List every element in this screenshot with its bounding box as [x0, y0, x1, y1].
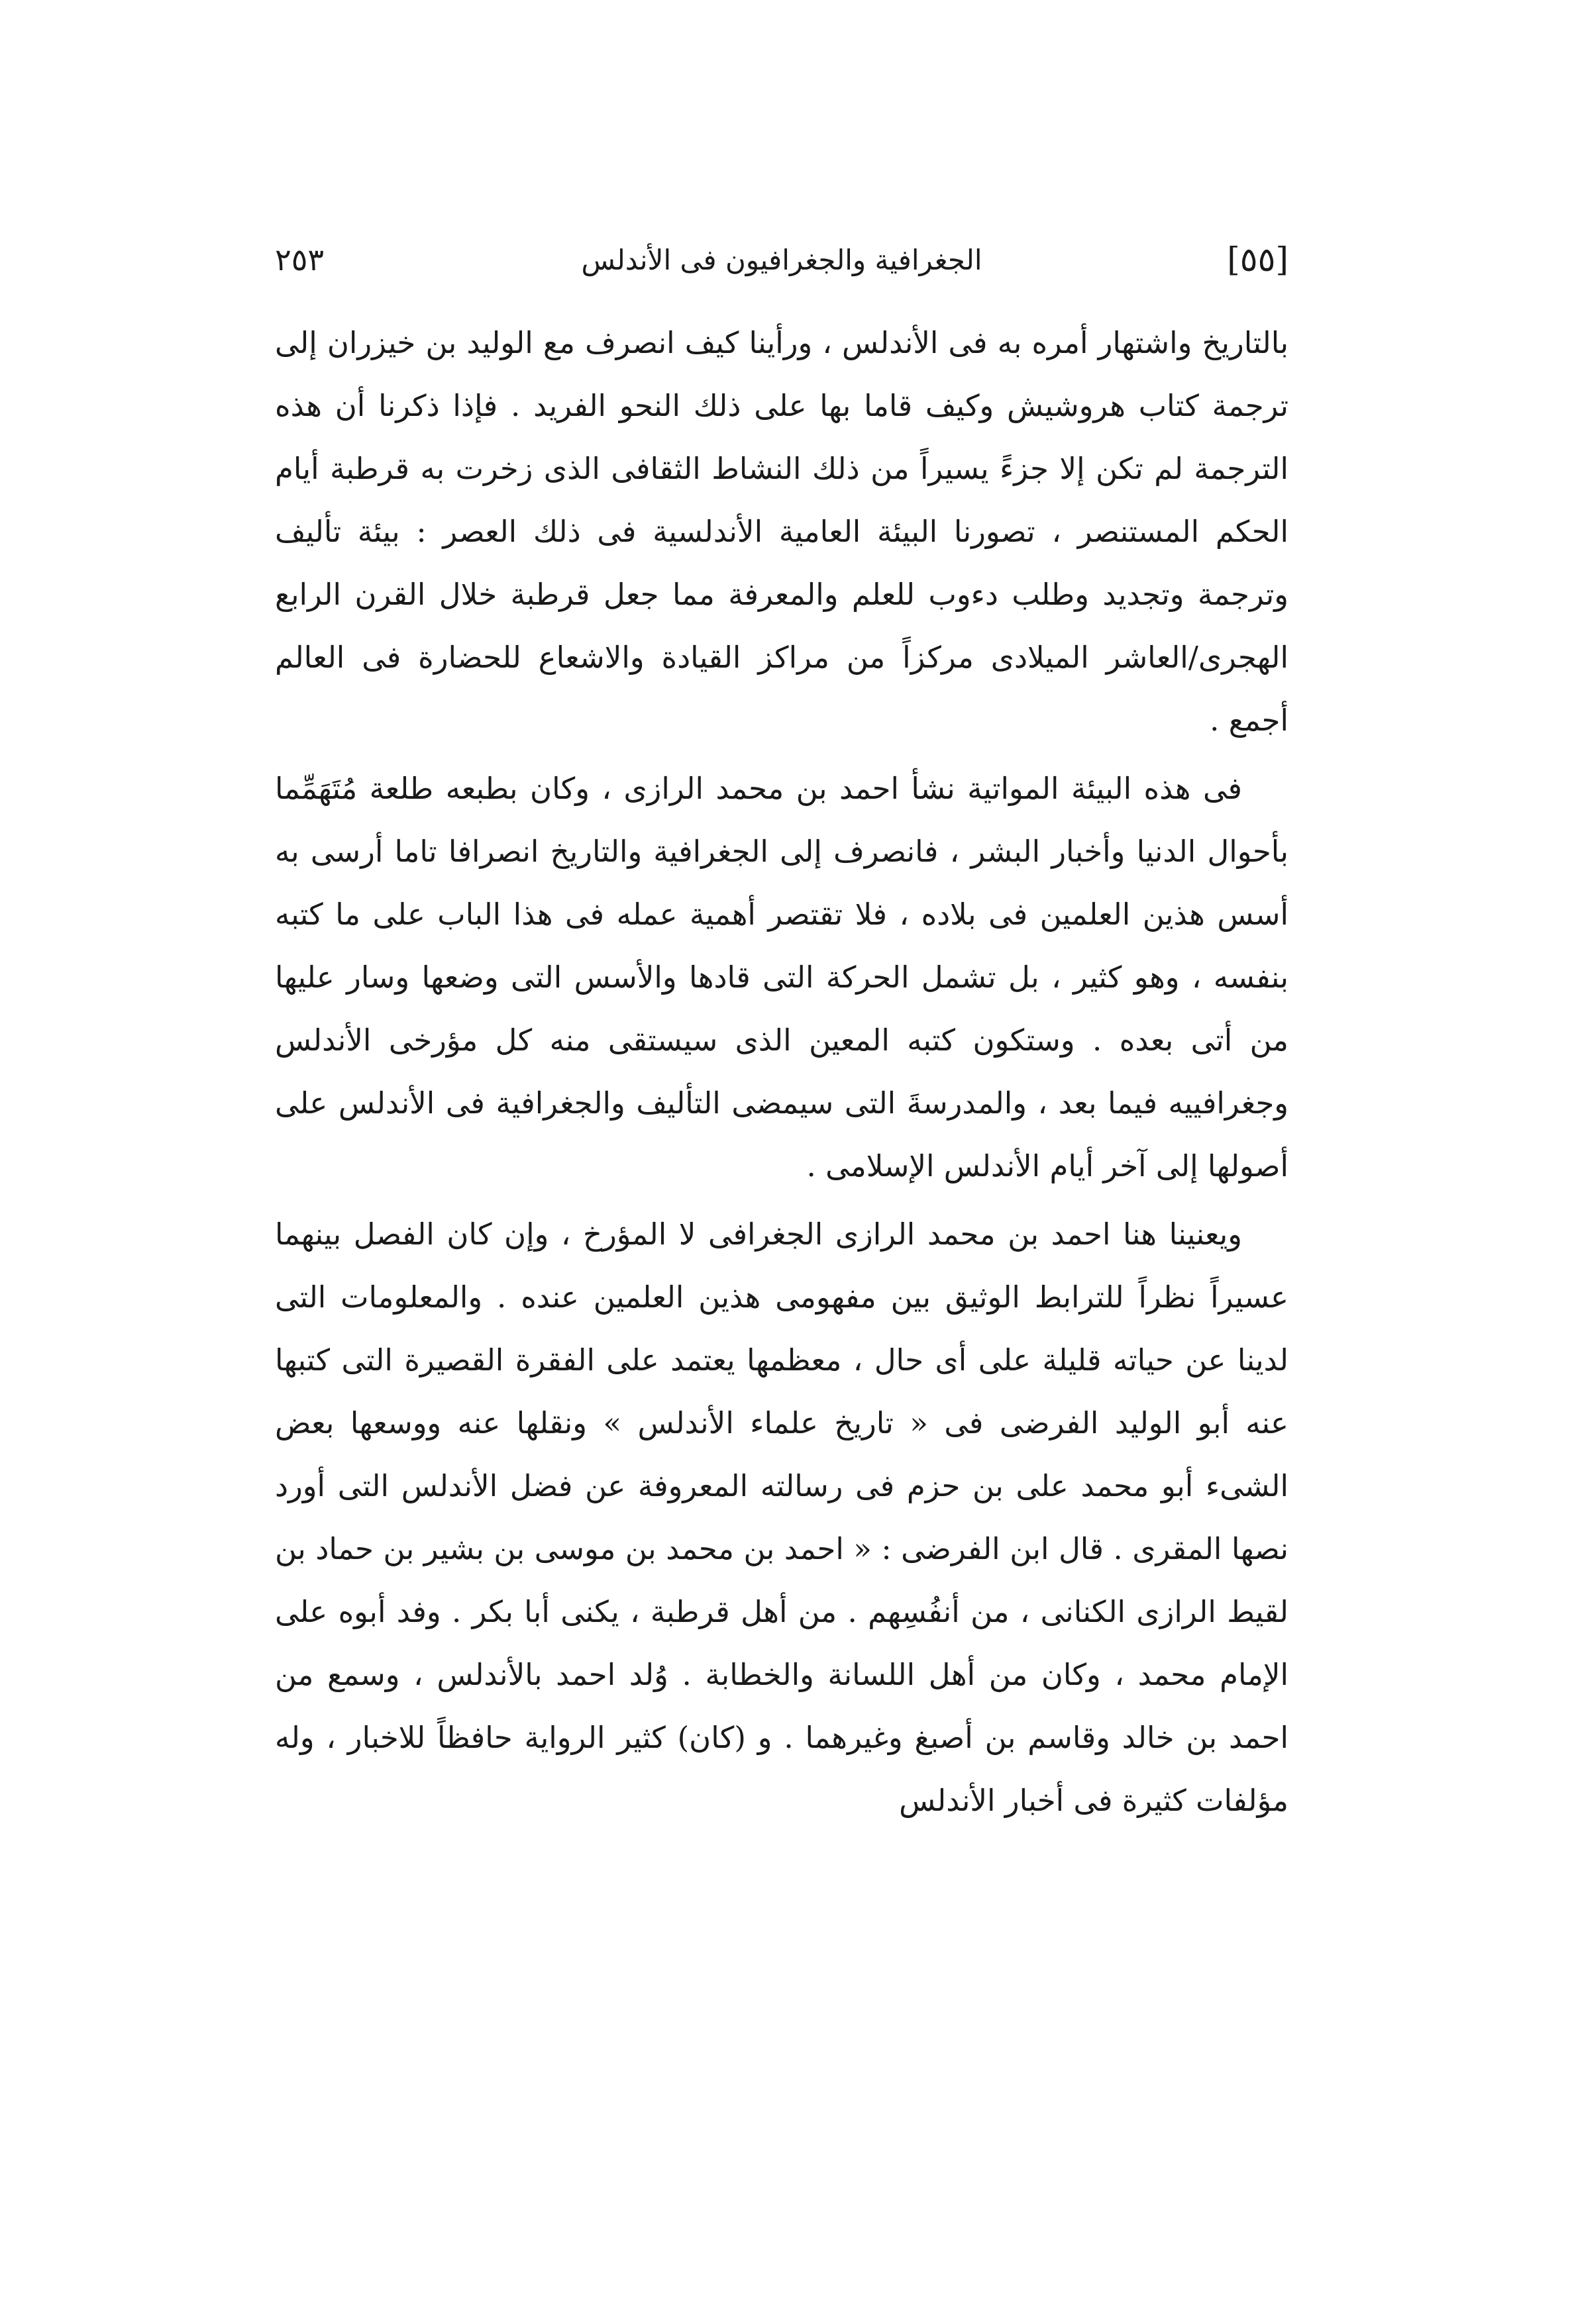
running-title: الجغرافية والجغرافيون فى الأندلس	[581, 243, 982, 276]
paragraph: ويعنينا هنا احمد بن محمد الرازى الجغرافى لا المؤرخ ، وإن كان الفصل بينهما عسيراً نظراً للترابط الوثيق بين مفهومى هذين العلمين عنده . والمعلومات التى لدينا عن حياته قليلة على أى حال ، معظمها يعتمد على الفقرة القصيرة التى كتبها عنه أبو الوليد الفرضى فى « تاريخ علماء الأندلس » ونقلها عنه ووسعها بعض الشىء أبو محمد على بن حزم فى رسالته المعروفة عن فضل الأندلس التى أورد نصها المقرى . قال ابن الفرضى : « احمد بن محمد بن موسى بن بشير بن حماد بن لقيط الرازى الكنانى ، من أنفُسِهم . من أهل قرطبة ، يكنى أبا بكر . وفد أبوه على الإمام محمد ، وكان من أهل اللسانة والخطابة . وُلد احمد بالأندلس ، وسمع من احمد بن خالد وقاسم بن أصبغ وغيرهما . و (كان) كثير الرواية حافظاً للاخبار ، وله مؤلفات كثيرة فى أخبار الأندلس	[275, 1217, 1288, 1818]
page-number: ٢٥٣	[275, 242, 325, 278]
page-header	[275, 233, 1288, 286]
paragraph: بالتاريخ واشتهار أمره به فى الأندلس ، ورأينا كيف انصرف مع الوليد بن خيزران إلى ترجمة كتاب هروشيش وكيف قاما بها على ذلك النحو الفريد . فإذا ذكرنا أن هذه الترجمة لم تكن إلا جزءً يسيراً من ذلك النشاط الثقافى الذى زخرت به قرطبة أيام الحكم المستنصر ، تصورنا البيئة العامية الأندلسية فى ذلك العصر : بيئة تأليف وترجمة وتجديد وطلب دءوب للعلم والمعرفة مما جعل قرطبة خلال القرن الرابع الهجرى/العاشر الميلادى مركزاً من مراكز القيادة والاشعاع للحضارة فى العالم أجمع .	[275, 325, 1288, 738]
section-marker: [٥٥]	[1227, 240, 1288, 279]
body-text	[275, 311, 1288, 1837]
paragraph: فى هذه البيئة المواتية نشأ احمد بن محمد الرازى ، وكان بطبعه طلعة مُتَهَمِّما بأحوال الدنيا وأخبار البشر ، فانصرف إلى الجغرافية والتاريخ انصرافا تاما أرسى به أسس هذين العلمين فى بلاده ، فلا تقتصر أهمية عمله فى هذا الباب على ما كتبه بنفسه ، وهو كثير ، بل تشمل الحركة التى قادها والأسس التى وضعها وسار عليها من أتى بعده . وستكون كتبه المعين الذى سيستقى منه كل مؤرخى الأندلس وجغرافييه فيما بعد ، والمدرسةَ التى سيمضى التأليف والجغرافية فى الأندلس على أصولها إلى آخر أيام الأندلس الإسلامى .	[275, 771, 1288, 1184]
